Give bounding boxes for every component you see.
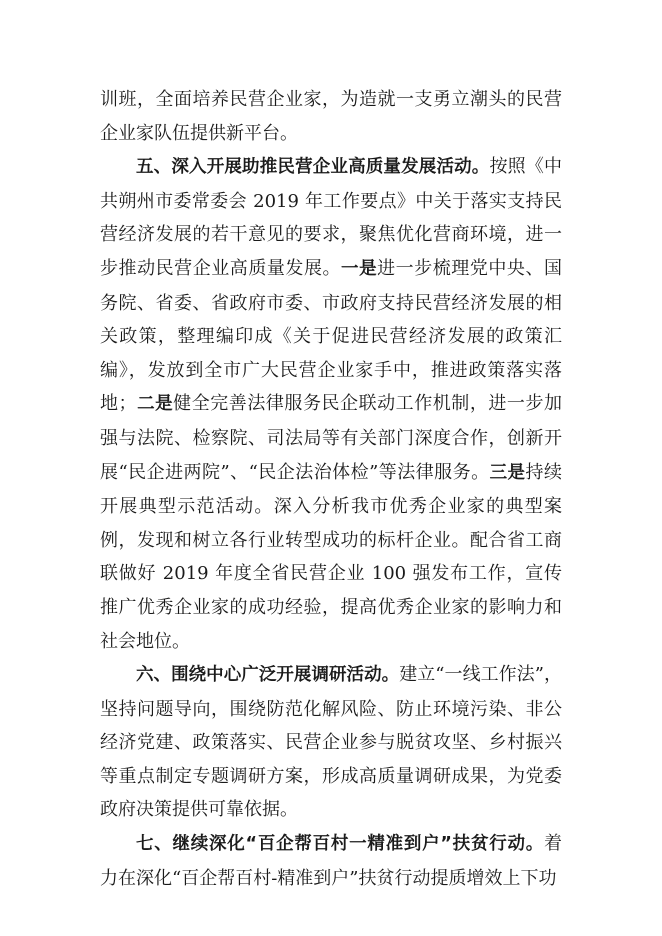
emphasis-first: 一是: [341, 258, 378, 279]
emphasis-second: 二是: [136, 394, 174, 415]
emphasis-third: 三是: [489, 462, 526, 483]
body-text: 训班，全面培养民营企业家，为造就一支勇立潮头的民营企业家队伍提供新平台。: [100, 89, 562, 144]
document-body: [100, 83, 562, 895]
body-text: 着力在深化“百企帮百村-精准到户”扶贫行动提质增效上下功: [100, 833, 562, 889]
section-heading-six: 六、围绕中心广泛开展调研活动。: [136, 665, 400, 686]
body-text: 进一步梳理党中央、国务院、省委、省政府市委、市政府支持民营经济发展的相关政策，整理编印成《关于促进民营经济发展的政策汇编》，发放到全市广大民营企业家手中，推进政策落实落地；: [100, 257, 563, 415]
body-text: 健全完善法律服务民企联动工作机制，进一步加强与法院、检察院、司法局等有关部门深度合作，创新开展“民企进两院”、“民企法治体检”等法律服务。: [100, 393, 563, 483]
body-text: 建立“一线工作法”，坚持问题导向，围绕防范化解风险、防止环境污染、非公经济党建、政策落实、民营企业参与脱贫攻坚、乡村振兴等重点制定专题调研方案，形成高质量调研成果，为党委政府决策提供可靠依据。: [100, 664, 563, 821]
paragraph-section-seven: [100, 827, 562, 895]
body-text: 持续开展典型示范活动。深入分析我市优秀企业家的典型案例，发现和树立各行业转型成功的标杆企业。配合省工商联做好 2019 年度全省民营企业 100 强发布工作，宣传推广优秀企业家的成功经验，提高优秀企业家的影响力和社会地位。: [100, 461, 562, 652]
paragraph-continuation: [100, 83, 562, 150]
section-heading-five: 五、深入开展助推民营企业高质量发展活动。: [136, 157, 490, 178]
paragraph-section-six: [100, 658, 562, 827]
body-text: 按照《中共朔州市委常委会 2019 年工作要点》中关于落实支持民营经济发展的若干意见的要求，聚焦优化营商环境，进一步推动民营企业高质量发展。: [100, 156, 563, 279]
section-heading-seven: 七、继续深化“百企帮百村一精准到户”扶贫行动。: [136, 834, 544, 855]
paragraph-section-five: [100, 150, 562, 658]
